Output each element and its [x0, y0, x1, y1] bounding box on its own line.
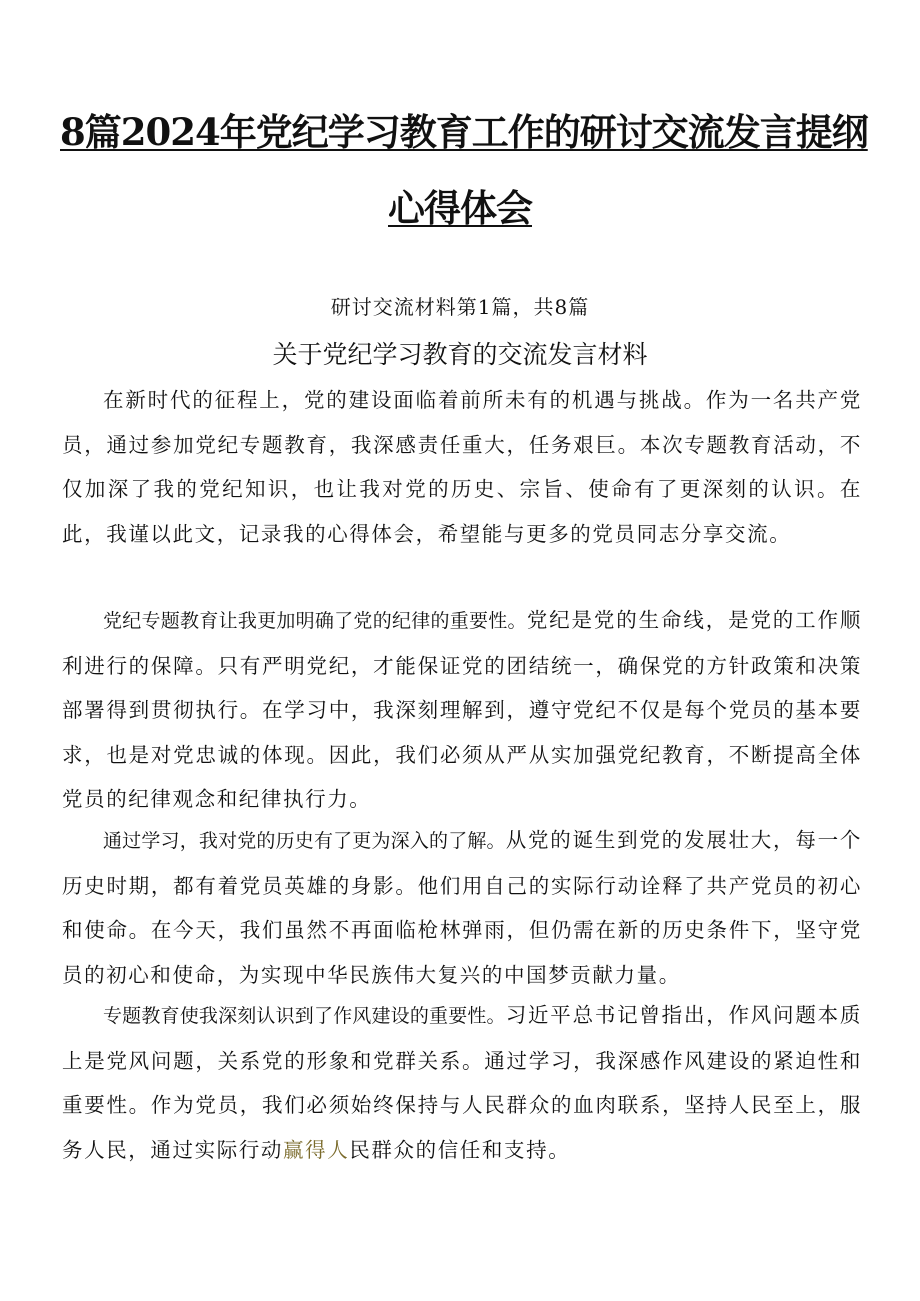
document-title-line-1: 8篇2024年党纪学习教育工作的研讨交流发言提纲: [60, 110, 868, 154]
paragraph-text: 从党的诞生到党的发展壮大，每一个历史时期，都有着党员英雄的身影。他们用自己的实际行动诠释了共产党员的初心和使命。在今天，我们虽然不再面临枪林弹雨，但仍需在新的历史条件下，坚守党员的初心和使命，为实现中华民族伟大复兴的中国梦贡献力量。: [62, 828, 862, 987]
paragraph-tail: 民群众的信任和支持。: [349, 1137, 571, 1162]
paragraph-text: 在新时代的征程上，党的建设面临着前所未有的机遇与挑战。作为一名共产党员，通过参加党纪专题教育，我深感责任重大，任务艰巨。本次专题教育活动，不仅加深了我的党纪知识，也让我对党的历史、宗旨、使命有了更深刻的认识。在此，我谨以此文，记录我的心得体会，希望能与更多的党员同志分享交流。: [62, 388, 862, 546]
section-heading: 关于党纪学习教育的交流发言材料: [272, 340, 648, 369]
paragraph-style: [62, 993, 862, 1172]
paragraph-intro: [62, 378, 862, 556]
paragraph-text: 党纪是党的生命线，是党的工作顺利进行的保障。只有严明党纪，才能保证党的团结统一，确保党的方针政策和决策部署得到贯彻执行。在学习中，我深刻理解到，遵守党纪不仅是每个党员的基本要求，也是对党忠诚的体现。因此，我们必须从严从实加强党纪教育，不断提高全体党员的纪律观念和纪律执行力。: [62, 608, 863, 812]
paragraph-lead: 通过学习，我对党的历史有了更为深入的了解。: [103, 830, 506, 852]
paragraph-lead: 专题教育使我深刻认识到了作风建设的重要性。: [103, 1005, 506, 1027]
material-subtitle: 研讨交流材料第1篇，共8篇: [330, 295, 590, 319]
paragraph-text: 习近平总书记曾指出，作风问题本质上是党风问题，关系党的形象和党群关系。通过学习，我深感作风建设的紧迫性和重要性。作为党员，我们必须始终保持与人民群众的血肉联系，坚持人民至上，服务人民，通过实际行动: [62, 1003, 862, 1162]
highlighted-text: 赢得人: [283, 1137, 350, 1162]
document-title-line-2: 心得体会: [388, 186, 532, 230]
paragraph-lead: 党纪专题教育让我更加明确了党的纪律的重要性。: [103, 610, 527, 632]
paragraph-history: [62, 818, 862, 997]
paragraph-discipline: [62, 598, 862, 822]
